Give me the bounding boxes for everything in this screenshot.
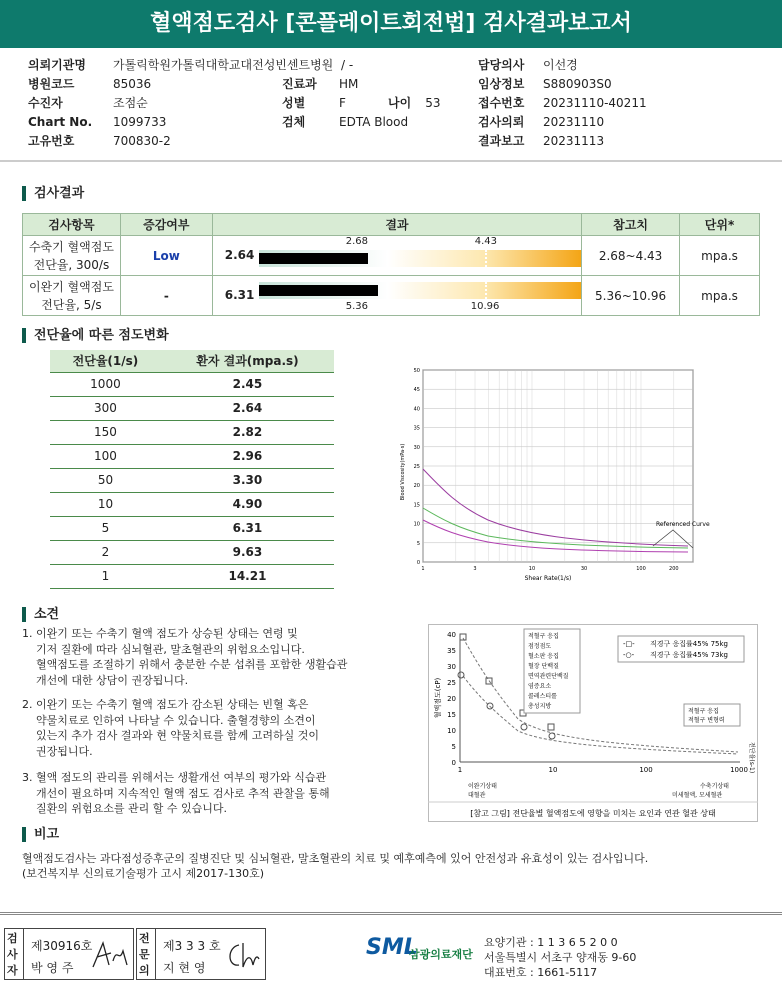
- legend-2: 직경구 응집률45% 73kg: [650, 651, 728, 659]
- report-title: 혈액점도검사 [콘플레이트회전법] 검사결과보고서: [0, 0, 782, 48]
- shear-row: [50, 444, 334, 468]
- result-row: [23, 276, 760, 316]
- shear-row: [50, 516, 334, 540]
- opinion-line: 2. 이완기 또는 수축기 혈액 점도가 감소된 상태는 빈혈 혹은: [22, 698, 309, 711]
- tester-signature: [89, 937, 131, 973]
- box1-line: 염증요소: [528, 683, 552, 690]
- clinical-value: S880903S0: [543, 77, 612, 91]
- chart-ytick: 35: [413, 425, 420, 432]
- uid-label: 고유번호: [28, 134, 75, 148]
- right-state: 수축기상태: [700, 783, 729, 790]
- code-label: 병원코드: [28, 77, 75, 91]
- tester-box: [4, 928, 134, 980]
- chart-ytick: 50: [413, 368, 420, 374]
- chart-ytick: 5: [416, 540, 420, 547]
- shear-title: 전단율에 따른 점도변화: [22, 328, 169, 343]
- header-mid: [282, 75, 317, 132]
- chart-xlabel: Shear Rate(1/s): [524, 575, 572, 582]
- chart-ytick: 15: [413, 502, 420, 509]
- tester-label: 검사자: [7, 932, 18, 977]
- box1-line: 면역관련단백질: [528, 673, 569, 680]
- opinion-line: 있는지 추가 검사 결과와 현 약물치료를 함께 고려하실 것이: [36, 729, 319, 742]
- shear-result: 14.21: [161, 564, 334, 588]
- shear-rate: 300: [50, 396, 161, 420]
- box1-line: 적혈구 응집: [528, 633, 559, 640]
- result-item-line2: 전단율, 300/s: [33, 257, 110, 272]
- figure-xtick: 1: [457, 766, 463, 774]
- specialist-box: [136, 928, 266, 980]
- header-right-values: [543, 56, 647, 151]
- shear-row: [50, 420, 334, 444]
- shear-result: 9.63: [161, 540, 334, 564]
- req-label: 검사의뢰: [478, 115, 525, 129]
- tester-name: 박 영 주: [31, 961, 74, 975]
- age-value: 53: [425, 96, 441, 110]
- gauge-tick-high: 10.96: [470, 301, 500, 312]
- box2-line: 적혈구 응집: [688, 708, 719, 715]
- shear-result: 2.45: [161, 372, 334, 396]
- result-ref: 5.36~10.96: [582, 276, 680, 316]
- note-line-1: 혈액점도검사는 과다점성증후군의 질병진단 및 심뇌혈관, 말초혈관의 치료 및 예후예측에 있어 안전성과 유효성이 있는 검사입니다.: [22, 852, 649, 865]
- curve-upper: [423, 469, 688, 546]
- left-vessel: 대혈관: [468, 792, 486, 799]
- chart-ytick: 20: [413, 483, 420, 490]
- header-right: [478, 56, 524, 151]
- shear-row: [50, 372, 334, 396]
- curve-middle: [423, 508, 688, 548]
- chart-ytick: 45: [413, 387, 420, 394]
- figure-xtick: 10: [548, 766, 558, 774]
- chart-ytick: 25: [413, 464, 420, 470]
- shear-rate: 2: [50, 540, 161, 564]
- legend-1-mark: -□-: [623, 640, 635, 648]
- specialist-label: 전문의: [139, 932, 150, 977]
- chart-ytick: 30: [413, 444, 420, 451]
- opinion-line: 개선에 대한 상담이 권장됩니다.: [36, 673, 189, 687]
- opinion-title: 소견: [22, 607, 59, 622]
- right-vessel: 미세혈액, 모세혈관: [672, 792, 723, 799]
- figure-ytick: 30: [447, 663, 456, 671]
- viscosity-chart: [398, 362, 718, 584]
- figure-ytick: 0: [451, 759, 456, 767]
- box2-line: 적혈구 변형력: [688, 717, 725, 724]
- opinion-line: 기저 질환에 따라 심뇌혈관, 말초혈관의 위험요소입니다.: [36, 642, 305, 656]
- figure-xtick: 100: [639, 766, 653, 774]
- inst-label: 의뢰기관명: [28, 58, 86, 72]
- chart-xtick: 30: [580, 566, 588, 572]
- figure-ylabel: 혈액점도(cP): [434, 677, 442, 719]
- org-code: 요양기관 : 1 1 3 6 5 2 0 0: [484, 936, 618, 949]
- gauge-tick-high: 4.43: [474, 236, 498, 247]
- shear-rate: 1000: [50, 372, 161, 396]
- opinion-line: 개선이 필요하며 지속적인 혈액 점도 검사로 추적 관찰을 통해: [36, 786, 330, 800]
- dept-value: HM: [339, 77, 359, 91]
- result-gauge-fill: [259, 285, 378, 296]
- clinical-label: 임상정보: [478, 77, 525, 91]
- results-head-ref: 참고치: [582, 214, 680, 236]
- opinion-2: [22, 697, 432, 759]
- req-value: 20231110: [543, 115, 605, 129]
- chart-xtick: 1: [421, 566, 425, 572]
- uid-value: 700830-2: [113, 134, 171, 148]
- opinion-line: 혈액점도를 조절하기 위해서 충분한 수분 섭취를 포함한 생활습관: [36, 658, 348, 671]
- inst-extra: / -: [341, 58, 354, 72]
- results-head-result: 결과: [212, 214, 581, 236]
- results-title: 검사결과: [22, 186, 84, 201]
- dept-label: 진료과: [282, 77, 317, 91]
- header-left: [28, 56, 92, 151]
- result-gauge-track: [259, 250, 581, 267]
- shear-result: 6.31: [161, 516, 334, 540]
- sex-label: 성별: [282, 96, 306, 110]
- gauge-marker: [485, 282, 487, 299]
- opinion-line: 질환의 위험요소를 관리 할 수 있습니다.: [36, 802, 227, 815]
- result-item-line1: 이완기 혈액점도: [28, 279, 114, 294]
- result-gauge-cell: [212, 236, 581, 276]
- figure-caption: [참고 그림] 전단율별 혈액점도에 영향을 미치는 요인과 연관 혈관 상태: [470, 809, 716, 818]
- shear-rate: 150: [50, 420, 161, 444]
- shear-head-rate: 전단율(1/s): [50, 350, 161, 372]
- chart-ylabel: Blood Viscosity(mPa·s): [400, 443, 406, 501]
- box1-line: 총성지방: [528, 703, 552, 710]
- result-unit: mpa.s: [680, 276, 760, 316]
- gauge-tick-low: 2.68: [345, 236, 369, 247]
- result-item-line1: 수축기 혈액점도: [28, 239, 114, 254]
- figure-axis-label: 전단율(s-1): [748, 742, 755, 774]
- result-value: 2.64: [224, 248, 255, 262]
- legend-2-mark: -○-: [623, 651, 635, 659]
- opinion-line: 약물치료로 인하여 나타날 수 있습니다. 출혈경향의 소견이: [36, 713, 316, 727]
- opinion-3: [22, 770, 432, 817]
- specimen-label: 검체: [282, 115, 306, 129]
- figure-ytick: 25: [447, 679, 456, 687]
- results-head-item: 검사항목: [23, 214, 121, 236]
- org-tel: 대표번호 : 1661-5117: [484, 966, 598, 979]
- chart-xtick: 200: [669, 566, 679, 572]
- figure-ytick: 10: [447, 727, 456, 735]
- age-label: 나이: [388, 96, 412, 110]
- result-gauge-track: [259, 282, 581, 299]
- shear-row: [50, 468, 334, 492]
- shear-rate: 5: [50, 516, 161, 540]
- doctor-value: 이선경: [543, 58, 578, 72]
- box1-line: 혈소판 응집: [528, 653, 559, 660]
- org-address: 서울특별시 서초구 양재동 9-60: [484, 951, 637, 964]
- legend-1: 직경구 응집률45% 75kg: [650, 640, 728, 648]
- doctor-label: 담당의사: [478, 58, 525, 72]
- figure-ytick: 15: [447, 711, 456, 719]
- org-name: 삼광의료재단: [409, 948, 473, 961]
- reference-figure: [428, 624, 758, 822]
- shear-row: [50, 540, 334, 564]
- specimen-value: EDTA Blood: [339, 115, 409, 129]
- shear-result: 2.82: [161, 420, 334, 444]
- opinion-line: 3. 혈액 점도의 관리를 위해서는 생활개선 여부의 평가와 식습관: [22, 771, 327, 784]
- opinion-line: 1. 이완기 또는 수축기 혈액 점도가 상승된 상태는 연령 및: [22, 627, 298, 640]
- report-label: 결과보고: [478, 134, 525, 148]
- figure-ytick: 20: [447, 695, 456, 703]
- chart-xtick: 3: [473, 566, 477, 572]
- opinion-line: 권장됩니다.: [36, 744, 93, 758]
- org-info: [484, 935, 636, 980]
- result-gauge-fill: [259, 253, 368, 264]
- shear-result: 3.30: [161, 468, 334, 492]
- result-gauge-cell: [212, 276, 581, 316]
- shear-row: [50, 564, 334, 588]
- shear-rate: 50: [50, 468, 161, 492]
- result-row: [23, 236, 760, 276]
- shear-rate: 100: [50, 444, 161, 468]
- shear-rate: 10: [50, 492, 161, 516]
- shear-row: [50, 492, 334, 516]
- note-line-2: (보건복지부 신의료기술평가 고시 제2017-130호): [22, 867, 265, 880]
- chart-ytick: 0: [416, 560, 420, 566]
- shear-result: 4.90: [161, 492, 334, 516]
- footer: [0, 912, 782, 989]
- box1-line: 혈장 단백질: [528, 663, 559, 670]
- code-value: 85036: [113, 77, 152, 91]
- figure-xtick: 1000: [730, 766, 748, 774]
- box1-line: 콜레스티롤: [528, 693, 557, 700]
- factor-box-1: [524, 629, 580, 713]
- gauge-marker: [485, 250, 487, 267]
- inst-value: 가톨릭학원가톨릭대학교대전성빈센트병원: [113, 58, 334, 72]
- result-unit: mpa.s: [680, 236, 760, 276]
- accept-value: 20231110-40211: [543, 96, 647, 110]
- shear-head-result: 환자 결과(mpa.s): [161, 350, 334, 372]
- chart-value: 1099733: [113, 115, 167, 129]
- recv-label: 수진자: [28, 96, 63, 110]
- result-value: 6.31: [224, 288, 255, 302]
- shear-table: [50, 350, 334, 589]
- shear-rate: 1: [50, 564, 161, 588]
- figure-ytick: 35: [447, 647, 456, 655]
- result-item-line2: 전단율, 5/s: [41, 297, 102, 312]
- shear-row: [50, 396, 334, 420]
- tester-no: 제30916호: [31, 939, 93, 953]
- results-head-unit: 단위*: [680, 214, 760, 236]
- chart-xtick: 100: [636, 566, 646, 572]
- sex-value: F: [339, 96, 346, 110]
- note-title: 비고: [22, 827, 59, 842]
- report-value: 20231113: [543, 134, 605, 148]
- results-table: [22, 213, 760, 316]
- recv-value: 조점순: [113, 96, 148, 110]
- chart-ytick: 40: [413, 406, 420, 413]
- specialist-no: 제3 3 3 호: [163, 939, 221, 953]
- shear-result: 2.64: [161, 396, 334, 420]
- opinion-1: [22, 626, 432, 688]
- chart-ytick: 10: [413, 521, 420, 528]
- left-state: 이완기상태: [468, 783, 497, 790]
- figure-ytick: 40: [447, 631, 456, 639]
- specialist-signature: [223, 937, 263, 973]
- chart-label: Chart No.: [28, 115, 93, 129]
- gauge-tick-low: 5.36: [345, 301, 369, 312]
- specialist-name: 지 현 영: [163, 961, 206, 975]
- result-ref: 2.68~4.43: [582, 236, 680, 276]
- result-flag: Low: [120, 236, 212, 276]
- box1-line: 점정점도: [528, 643, 552, 650]
- chart-xtick: 10: [528, 566, 536, 572]
- org-logo: SML: [366, 935, 418, 960]
- header-divider: [0, 160, 782, 162]
- accept-label: 접수번호: [478, 96, 525, 110]
- figure-ytick: 5: [451, 743, 456, 751]
- shear-result: 2.96: [161, 444, 334, 468]
- chart-annotation: Referenced Curve: [656, 521, 710, 528]
- result-flag: -: [120, 276, 212, 316]
- results-head-flag: 증감여부: [120, 214, 212, 236]
